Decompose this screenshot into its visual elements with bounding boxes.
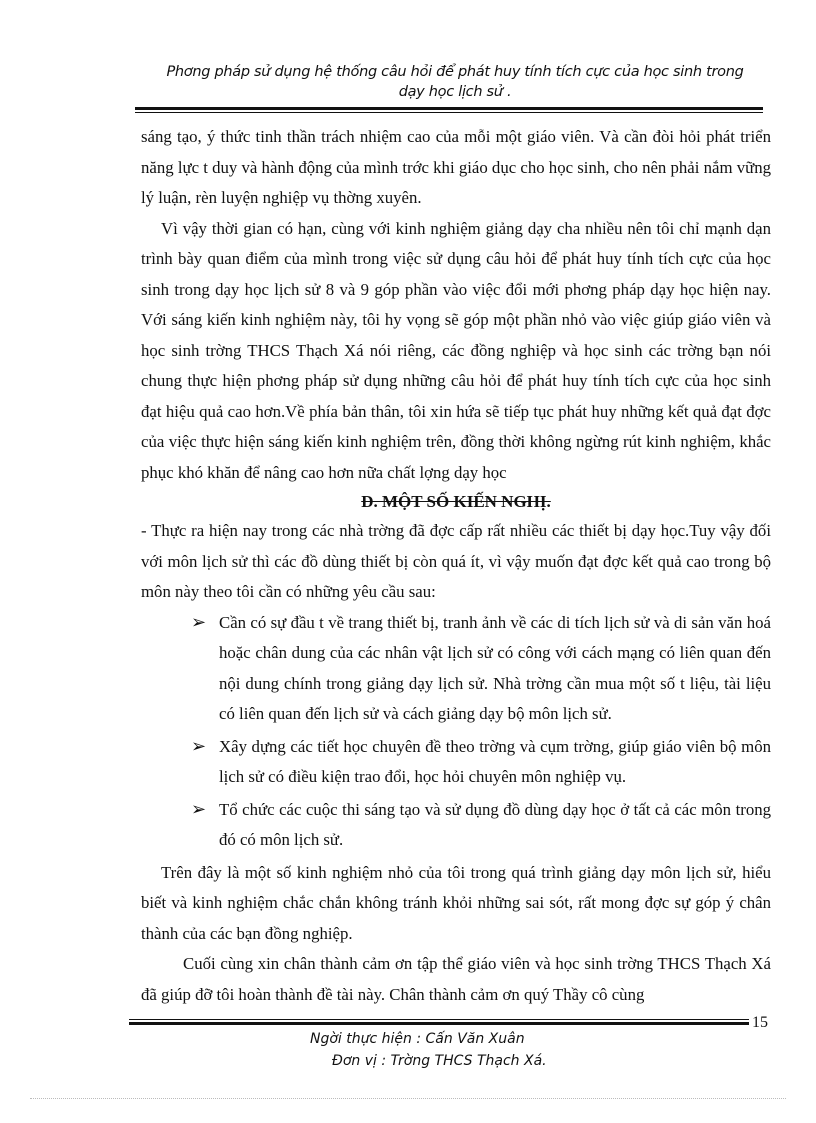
- footer-author: Ngời thực hiện : Cấn Văn Xuân: [310, 1031, 525, 1047]
- page-header: [135, 62, 775, 102]
- list-item-text: Tổ chức các cuộc thi sáng tạo và sử dụng đồ dùng dạy học ở tất cả các môn trong đó có môn lịch sử.: [219, 799, 771, 849]
- footer-rule: [129, 1019, 749, 1025]
- header-line-2: dạy học lịch sử .: [398, 84, 512, 100]
- paragraph-1: sáng tạo, ý thức tinh thần trách nhiệm cao của mỗi một giáo viên. Và cần đòi hỏi phát triển năng lực t duy và hành động của mình trớc khi giáo dục cho học sinh, cho nên phải nắm vững lý luận, rèn luyện nghiệp vụ thờng xuyên.: [141, 127, 771, 207]
- list-item-text: Xây dựng các tiết học chuyên đề theo trờng và cụm trờng, giúp giáo viên bộ môn lịch sử có điều kiện trao đổi, học hỏi chuyên môn nghiệp vụ.: [219, 736, 771, 786]
- arrow-bullet-icon: ➢: [191, 798, 207, 820]
- arrow-bullet-icon: ➢: [191, 735, 207, 757]
- list-item: [191, 732, 771, 793]
- page-number: 15: [752, 1014, 768, 1031]
- footer-unit: Đơn vị : Trờng THCS Thạch Xá.: [332, 1053, 547, 1069]
- recommendation-list: [141, 608, 771, 856]
- page-body: [141, 122, 771, 1010]
- list-item: [191, 608, 771, 730]
- list-item-text: Cần có sự đầu t về trang thiết bị, tranh ảnh về các di tích lịch sử và di sản văn hoá hoặc chân dung của các nhân vật lịch sử có công với cách mạng có liên quan đến nội dung chính trong giảng dạy lịch sử. Nhà trờng cần mua một số t liệu, tài liệu có liên quan đến lịch sử và cách giảng dạy bộ môn lịch sử.: [219, 612, 771, 723]
- arrow-bullet-icon: ➢: [191, 611, 207, 633]
- header-line-1: Phơng pháp sử dụng hệ thống câu hỏi để phát huy tính tích cực của học sinh trong: [166, 64, 744, 80]
- page-bottom-border: [30, 1098, 786, 1099]
- paragraph-2: Vì vậy thời gian có hạn, cùng với kinh nghiệm giảng dạy cha nhiều nên tôi chỉ mạnh dạn trình bày quan điểm của mình trong việc sử dụng câu hỏi để phát huy tính tích cực của học sinh trong dạy học lịch sử 8 và 9 góp phần vào việc đổi mới phơng pháp dạy học hiện nay. Với sáng kiến kinh nghiệm này, tôi hy vọng sẽ góp một phần nhỏ vào việc giúp giáo viên và học sinh trờng THCS Thạch Xá nói riêng, các đồng nghiệp và học sinh các trờng bạn nói chung thực hiện phơng pháp sử dụng những câu hỏi để phát huy tính tích cực của học sinh đạt hiệu quả cao hơn.Về phía bản thân, tôi xin hứa sẽ tiếp tục phát huy những kết quả đạt đợc của việc thực hiện sáng kiến kinh nghiệm trên, đồng thời không ngừng rút kinh nghiệm, khắc phục khó khăn để nâng cao hơn nữa chất lợng dạy học: [141, 218, 771, 482]
- page-footer: [260, 1028, 660, 1072]
- section-heading: D. MỘT SỐ KIẾN NGHỊ.: [361, 492, 551, 511]
- list-item: [191, 795, 771, 856]
- header-rule: [135, 107, 763, 113]
- paragraph-3: - Thực ra hiện nay trong các nhà trờng đã đợc cấp rất nhiều các thiết bị dạy học.Tuy vậy đối với môn lịch sử thì các đồ dùng thiết bị còn quá ít, vì vậy muốn đạt đợc kết quả cao trong bộ môn này theo tôi cần có những yêu cầu sau:: [141, 521, 771, 601]
- paragraph-5: Cuối cùng xin chân thành cảm ơn tập thể giáo viên và học sinh trờng THCS Thạch Xá đã giúp đỡ tôi hoàn thành đề tài này. Chân thành cảm ơn quý Thầy cô cùng: [141, 954, 771, 1004]
- paragraph-4: Trên đây là một số kinh nghiệm nhỏ của tôi trong quá trình giảng dạy môn lịch sử, hiểu biết và kinh nghiệm chắc chắn không tránh khỏi những sai sót, rất mong đợc sự góp ý chân thành của các bạn đồng nghiệp.: [141, 862, 771, 943]
